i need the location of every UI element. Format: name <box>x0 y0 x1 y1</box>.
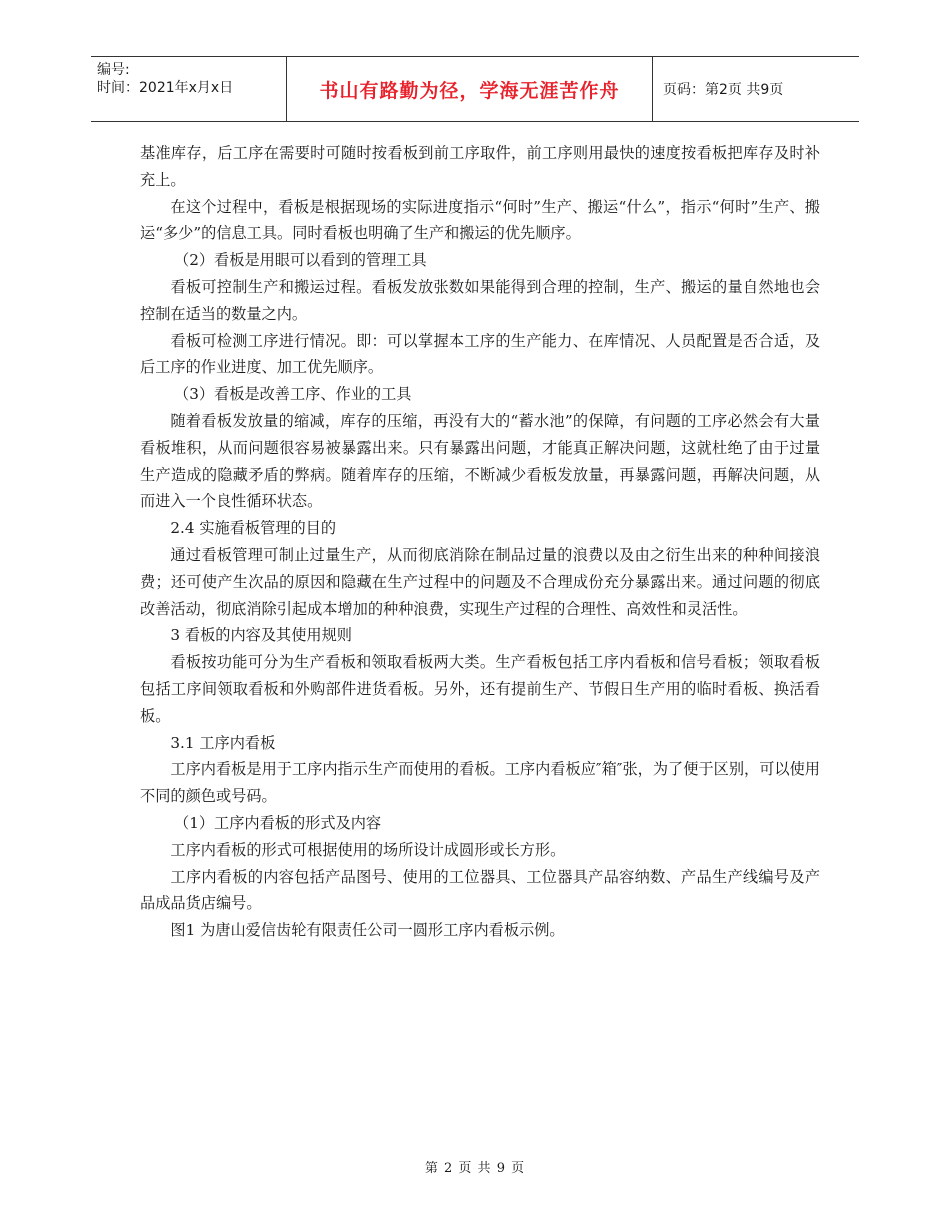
section-heading: 3.1 工序内看板 <box>170 733 276 752</box>
paragraph: 在这个过程中，看板是根据现场的实际进度指示“何时”生产、搬运“什么”，指示“何时”生产、搬运“多少”的信息工具。同时看板也明确了生产和搬运的优先顺序。 <box>140 197 820 243</box>
header-page-info: 页码：第2页 共9页 <box>663 82 784 98</box>
header-motto: 书山有路勤为径，学海无涯苦作舟 <box>286 57 653 121</box>
page-header <box>91 56 859 122</box>
paragraph: 通过看板管理可制止过量生产，从而彻底消除在制品过量的浪费以及由之衍生出来的种种间接浪费；还可使产生次品的原因和隐藏在生产过程中的问题及不合理成份充分暴露出来。通过问题的彻底改善活动，彻底消除引起成本增加的种种浪费，实现生产过程的合理性、高效性和灵活性。 <box>140 545 820 618</box>
paragraph: 工序内看板的形式可根据使用的场所设计成圆形或长方形。 <box>170 840 566 859</box>
section-heading: 3 看板的内容及其使用规则 <box>170 626 352 645</box>
paragraph: 图1 为唐山爱信齿轮有限责任公司一圆形工序内看板示例。 <box>170 921 565 940</box>
paragraph: 工序内看板是用于工序内指示生产而使用的看板。工序内看板应″箱″张，为了便于区别，可以使用不同的颜色或号码。 <box>140 760 820 806</box>
paragraph: 看板可检测工序进行情况。即：可以掌握本工序的生产能力、在库情况、人员配置是否合适，及后工序的作业进度、加工优先顺序。 <box>140 331 820 377</box>
subheading: （2）看板是用眼可以看到的管理工具 <box>174 251 427 270</box>
subheading: （1）工序内看板的形式及内容 <box>174 813 382 832</box>
paragraph: 基准库存，后工序在需要时可随时按看板到前工序取件，前工序则用最快的速度按看板把库存及时补充上。 <box>140 144 820 189</box>
header-meta <box>91 57 286 121</box>
page-footer: 第 2 页 共 9 页 <box>424 1161 526 1176</box>
paragraph: 看板按功能可分为生产看板和领取看板两大类。生产看板包括工序内看板和信号看板；领取看板包括工序间领取看板和外购部件进货看板。另外，还有提前生产、节假日生产用的临时看板、换活看板。 <box>140 653 820 725</box>
paragraph: 随着看板发放量的缩减，库存的压缩，再没有大的“蓄水池”的保障，有问题的工序必然会有大量看板堆积，从而问题很容易被暴露出来。只有暴露出问题，才能真正解决问题，这就杜绝了由于过量生产造成的隐藏矛盾的弊病。随着库存的压缩，不断减少看板发放量，再暴露问题，再解决问题，从而进入一个良性循环状态。 <box>140 411 820 511</box>
document-time-label: 时间：2021年x月x日 <box>97 80 234 96</box>
subheading: （3）看板是改善工序、作业的工具 <box>174 385 412 404</box>
document-number-label: 编号: <box>97 62 130 78</box>
section-heading: 2.4 实施看板管理的目的 <box>170 519 337 538</box>
paragraph: 工序内看板的内容包括产品图号、使用的工位器具、工位器具产品容纳数、产品生产线编号及产品成品货店编号。 <box>140 867 820 913</box>
paragraph: 看板可控制生产和搬运过程。看板发放张数如果能得到合理的控制，生产、搬运的量自然地也会控制在适当的数量之内。 <box>140 277 820 323</box>
document-body <box>140 140 820 944</box>
